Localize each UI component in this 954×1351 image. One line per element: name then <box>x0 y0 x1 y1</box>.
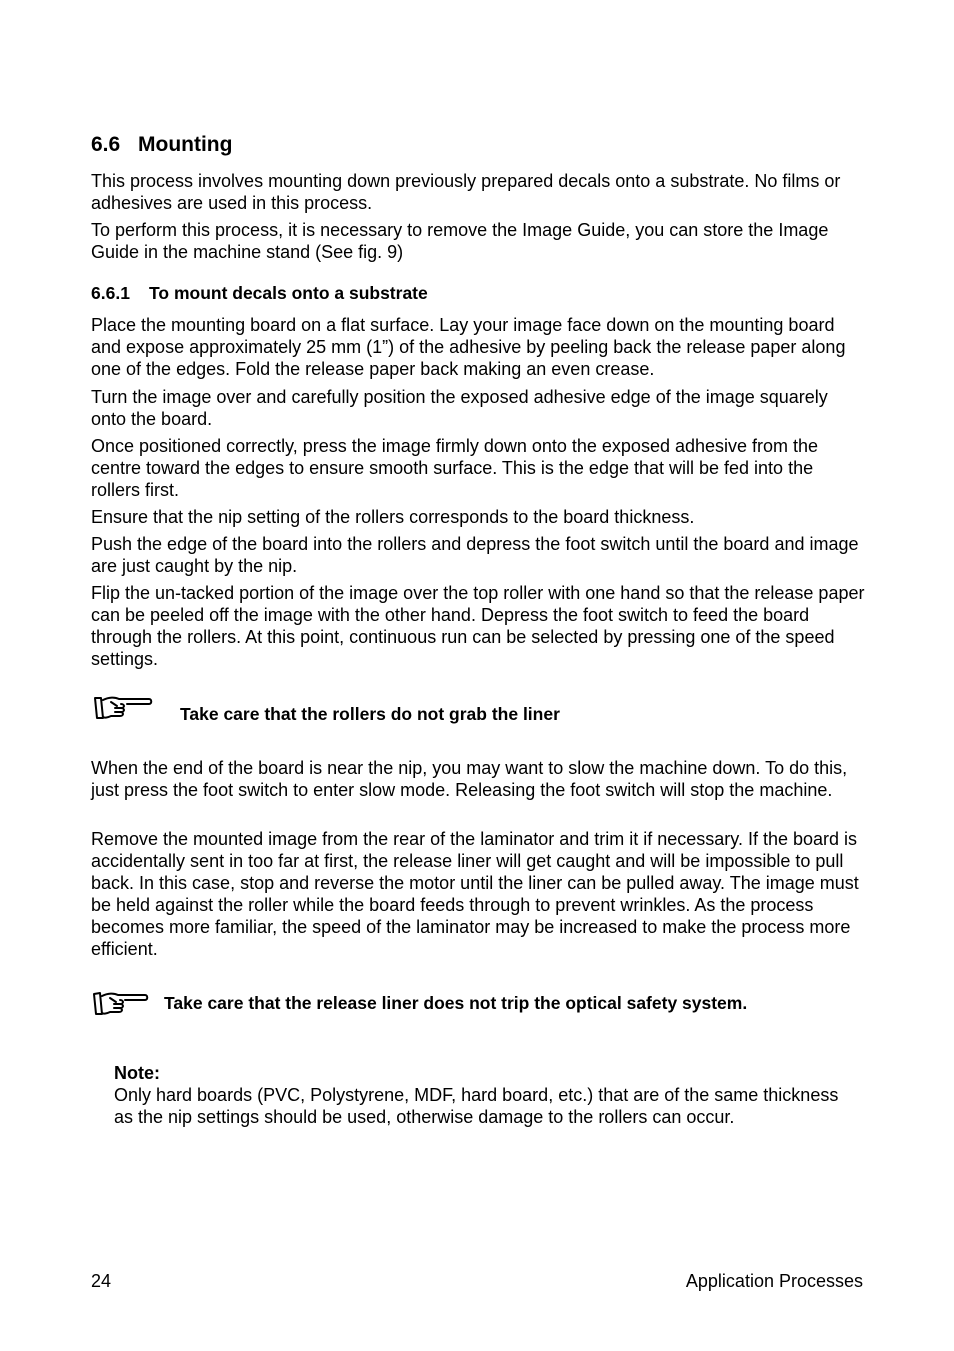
page-number: 24 <box>91 1271 112 1291</box>
section-title: Mounting <box>138 133 233 156</box>
step-paragraph-1: Place the mounting board on a flat surface. Lay your image face down on the mounting board and expose approximately 25 mm (1”) of the adhesive by peeling back the release paper along one of the edges. Fold the release paper back making an even crease. <box>91 315 846 379</box>
caution-row-2 <box>91 988 866 1024</box>
step-paragraph-2: Turn the image over and carefully position the exposed adhesive edge of the image squarely onto the board. <box>91 387 828 429</box>
chapter-title: Application Processes <box>685 1271 863 1291</box>
subsection-heading <box>91 283 428 304</box>
step-paragraph-3: Once positioned correctly, press the image firmly down onto the exposed adhesive from the centre toward the edges to ensure smooth surface. This is the edge that will be fed into the rollers first. <box>91 436 819 500</box>
section-number: 6.6 <box>91 133 121 156</box>
step-paragraph-6: Flip the un-tacked portion of the image over the top roller with one hand so that the release paper can be peeled off the image with the other hand. Depress the foot switch to feed the board through the rollers. At this point, continuous run can be selected by pressing one of the speed settings. <box>91 583 865 669</box>
subsection-title: To mount decals onto a substrate <box>149 283 428 303</box>
note-block <box>114 1062 854 1128</box>
intro-paragraph-2: To perform this process, it is necessary to remove the Image Guide, you can store the Image Guide in the machine stand (See fig. 9) <box>91 220 829 262</box>
step-paragraph-8: Remove the mounted image from the rear of the laminator and trim it if necessary. If the board is accidentally sent in too far at first, the release liner will get caught and will be impossible to pull back. In this case, stop and reverse the motor until the liner can be pulled away. The image must be held against the roller while the board feeds through to prevent wrinkles. As the process becomes more familiar, the speed of the laminator may be increased to make the process more efficient. <box>91 829 859 959</box>
caution-text-2: Take care that the release liner does not trip the optical safety system. <box>164 993 748 1013</box>
step-paragraph-4: Ensure that the nip setting of the rollers corresponds to the board thickness. <box>91 507 695 527</box>
note-label: Note: <box>114 1063 160 1083</box>
caution-row-1 <box>91 694 866 730</box>
section-heading <box>91 133 232 157</box>
step-paragraph-7: When the end of the board is near the nip, you may want to slow the machine down. To do this, just press the foot switch to enter slow mode. Releasing the foot switch will stop the machine. <box>91 758 848 800</box>
step-paragraph-5: Push the edge of the board into the rollers and depress the foot switch until the board and image are just caught by the nip. <box>91 534 859 576</box>
intro-paragraph-1: This process involves mounting down previously prepared decals onto a substrate. No films or adhesives are used in this process. <box>91 171 841 213</box>
subsection-number: 6.6.1 <box>91 283 130 303</box>
pointing-hand-icon <box>91 694 153 722</box>
pointing-hand-icon <box>91 988 149 1018</box>
caution-text-1: Take care that the rollers do not grab the liner <box>180 704 560 724</box>
note-text: Only hard boards (PVC, Polystyrene, MDF, hard board, etc.) that are of the same thickness as the nip settings should be used, otherwise damage to the rollers can occur. <box>114 1085 839 1127</box>
